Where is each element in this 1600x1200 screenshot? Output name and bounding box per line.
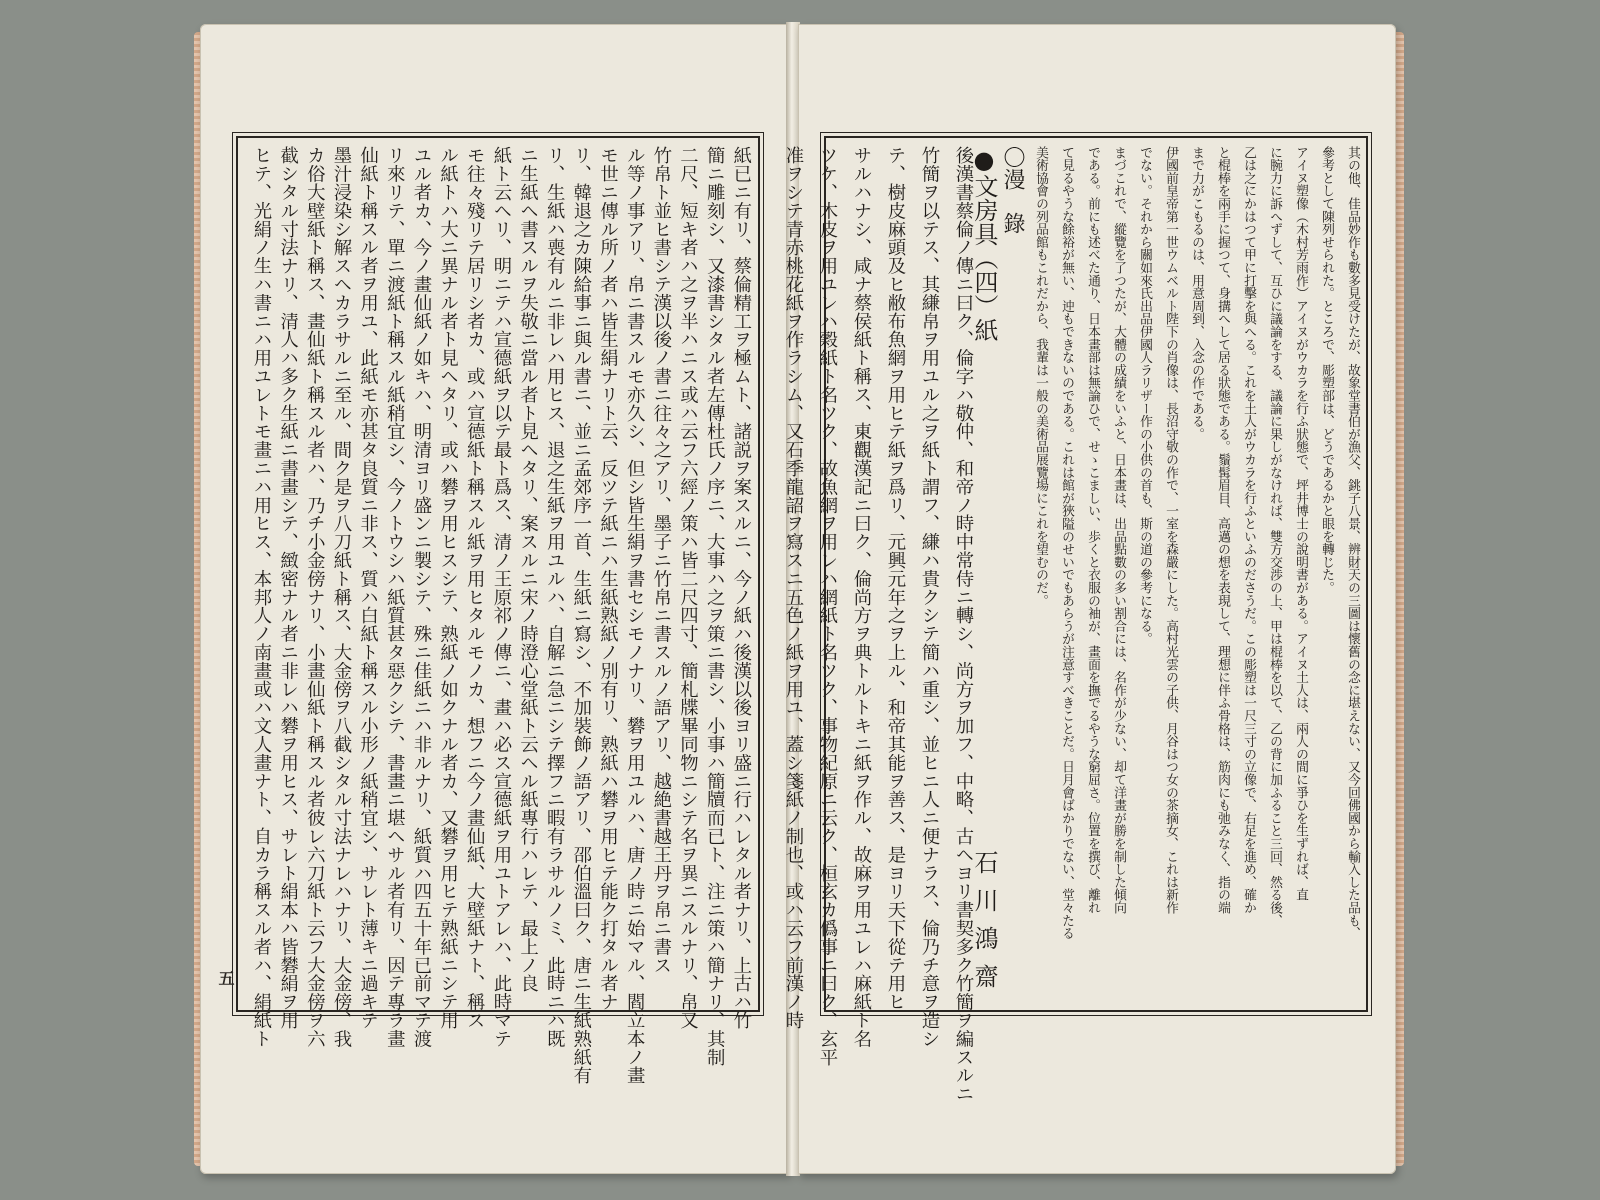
open-book [200,14,1400,1184]
text-column: 乙は之にかはつて甲に打擊を與へる。これを土人がウカラを行ふといふのださうだ。この彫塑は一尺三寸の立像で、右足を進め、確か [1241,146,1256,914]
text-column: 後漢書蔡倫ノ傳ニ曰ク、倫字ハ敬仲、和帝ノ時中常侍ニ轉シ、尚方ヲ加フ、中略、古ヘヨリ書契多ク竹簡ヲ編スルニ [953,146,974,1103]
left-text-frame [236,136,760,1085]
text-column: 參考として陳列せられた。ところで、彫塑部は、どうであるかと眼を轉じた。 [1319,146,1334,594]
text-column: まで力がこもるのは、用意周到、入念の作である。 [1189,146,1204,441]
right-text-columns [783,146,1360,1103]
text-column: 准ヲシテ青赤桃花紙ヲ作ラシム、又石季龍詔ヲ寫スニ五色ノ紙ヲ用ユ、蓋シ箋紙ノ制也、或ハ云フ前漢ノ時 [783,146,804,1030]
text-column: カ俗大壁紙ト稱ス、畫仙紙ト稱スル者ハ、乃チ小金傍ナリ、小畫仙紙ト稱スル者彼レ六刀紙ト云フ大金傍ヲ六 [304,146,326,1048]
text-column: テ、樹皮麻頭及ヒ敝布魚網ヲ用ヒテ紙ヲ爲リ、元興元年之ヲ上ル、和帝其能ヲ善ス、是ヨリ天下從テ用ヒ [885,146,906,1011]
text-column: 墨汁浸染シ解スヘカラサルニ至ル、間ク是ヲ八刀紙ト稱ス、大金傍ヲ八截シタル寸法ナレハナリ、大金傍、我 [330,146,352,1048]
page-number: 五 [216,970,235,986]
text-column: アイヌ塑像（木村芳雨作）アイヌがウカラを行ふ狀態で、坪井博士の說明書がある。アイヌ土人は、兩人の間に爭ひを生ずれば、直 [1293,146,1308,902]
text-column: まづこれで、縱覽を了つたが、大體の成績をいふと、日本畫は、出品點數の多い割合には、名作が少ない、却て洋畫が勝を制した傾向 [1111,146,1126,914]
text-column: リ來リテ、單ニ渡紙ト稱スル紙稍宜シ、今ノトウシハ紙質甚タ惡クシテ、書畫ニ堪ヘサル者有リ、因テ專ラ畫 [384,146,406,1048]
text-column: でない。それから關如來氏出品伊國人ラリザー作の小供の首も、斯の道の參考になる。 [1137,146,1152,646]
page-edge-right [1396,32,1404,1166]
text-column: 竹簡ヲ以テス、其縑帛ヲ用ユル之ヲ紙ト謂フ、縑ハ貴クシテ簡ハ重シ、並ヒニ人ニ便ナラス、倫乃チ意ヲ造シ [919,146,940,1048]
text-column: 竹帛ト並ヒ書シテ漢以後ノ書ニ往々之アリ、墨子ニ竹帛ニ書スルノ語アリ、越絶書越王丹ヲ帛ニ書ス [650,146,672,974]
text-column: ニ生紙ヘ書スルヲ失敬ニ當ル者ト見ヘタリ、案スルニ宋ノ時澄心堂紙ト云ヘル紙專行ハレテ、最上ノ良 [517,146,539,993]
essay-columns [1028,146,1358,1002]
article-title: ●文房具（四）紙 [970,146,998,342]
text-column: リ、生紙ハ喪有ルニ非レハ用ヒス、退之生紙ヲ用ユルハ、自解ニ急ニシテ擇フニ暇有ラサルノミ、此時ニハ既 [544,146,566,1048]
text-column: て見るやうな餘裕が無い、迚もできないのである。これは館が狹隘のせいでもあらうが注意すべきことだ。日月會ばかりでない、堂々たる [1059,146,1074,940]
text-column: 二尺、短キ者ハ之ヲ半ハニス或ハ云フ六經ノ策ハ皆二尺四寸、簡札牒畢同物ニシテ名ヲ異ニスルナリ、帛又 [677,146,699,1030]
text-column: に腕力に訴へずして、互ひに議論をする、議論に果しがなければ、雙方交渉の上、甲は棍棒を以て、乙の背に加ふること三回、然る後、 [1267,146,1282,927]
text-column: ル等ノ事アリ、帛ニ書スルモ亦久シ、但シ皆生絹ヲ書セシモノナリ、礬ヲ用ユルハ、唐ノ時ニ始マル、閻立本ノ畫 [624,146,646,1085]
text-column: と棍棒を兩手に握つて、身搆へして居る狀態である。鬚髯眉目、高邁の想を表現して、理想に伴ふ骨格は、筋肉にも弛みなく、指の端 [1215,146,1230,914]
section-mark-text: 〇漫 錄 [1000,146,1025,234]
left-page [200,24,790,1174]
right-text-frame [783,136,1368,1103]
text-column: 紙ト云ヘリ、明ニテハ宣德紙ヲ以テ最ト爲ス、清ノ王原祁ノ傳ニ、畫ハ必ス宣德紙ヲ用ユトアレハ、此時マテ [490,146,512,1048]
text-column: ヒテ、光絹ノ生ハ書ニハ用ユレトモ畫ニハ用ヒス、本邦人ノ南畫或ハ文人畫ナト、自カラ稱スル者ハ、絹紙ト [251,146,272,1048]
text-column: リ、韓退之カ陳給事ニ與ル書ニ、並ニ孟郊序一首、生紙ニ寫シ、不加裝飾ノ語アリ、邵伯溫曰ク、唐ニ生紙熟紙有 [570,146,592,1085]
text-column: である。前にも述べた通り、日本畫部は無論ひで、せゝこましい、歩くと衣服の袖が、畫面を撫でるやうな窮屈さ。位置を撰び、離れ [1085,146,1100,914]
text-column: 其の他、佳品妙作も數多見受けたが、故象堂書伯が漁父、銚子八景、辨財天の三圖は懷舊の念に堪えない、又今回佛國から輸入した品も、 [1345,146,1360,940]
article-author: 石川鴻齋 [970,850,998,1002]
text-column: 紙已ニ有リ、蔡倫精工ヲ極ムト、諸説ヲ案スルニ、今ノ紙ハ後漢以後ヨリ盛ニ行ハレタル者ナリ、上古ハ竹 [730,146,752,1030]
text-column: サルハナシ、咸ナ蔡侯紙ト稱ス、東觀漢記ニ曰ク、倫尚方ヲ典トルトキニ紙ヲ作ル、故麻ヲ用ユレハ麻紙ト名 [851,146,872,1048]
text-column: ル紙トハ大ニ異ナル者ト見ヘタリ、或ハ礬ヲ用ヒスシテ、熟紙ノ如クナル者カ、又礬ヲ用ヒテ熟紙ニシテ用 [437,146,459,1030]
text-column: ユル者カ、今ノ畫仙紙ノ如キハ、明清ヨリ盛ンニ製シテ、殊ニ佳紙ニハ非ルナリ、紙質ハ四五十年已前マテ渡 [410,146,432,1048]
article-body-columns [778,146,974,1103]
text-column: 伊國前皇帝第一世ウムベルト陛下の肖像は、長沼守敬の作で、一室を森嚴にした。高村光雲の子供、月谷はつ女の茶摘女、これは新作 [1163,146,1178,914]
text-column: 美術協會の列品館もこれだから、我輩は一般の美術品展覽場にこれを望むのだ。 [1033,146,1048,607]
section-mark [1002,146,1028,1002]
right-page [783,24,1396,1174]
text-column: 仙紙ト稱スル者ヲ用ユ、此紙モ亦甚タ良質ニ非ス、質ハ白紙ト稱スル小形ノ紙稍宜シ、サレト薄キニ過キテ [357,146,379,1030]
left-text-columns [246,146,752,1085]
text-column: モ往々殘リテ居リシ者カ、或ハ宣德紙ト稱スル紙ヲ用ヒタルモノカ、想フニ今ノ畫仙紙、大壁紙ナト、稱ス [464,146,486,1030]
text-column: モ世ニ傳ル所ノ者ハ皆生絹ナリト云、反ツテ紙ニハ生紙熟紙ノ別有リ、熟紙ハ礬ヲ用ヒテ能ク打タル者ナ [597,146,619,1011]
text-column: 簡ニ雕刻シ、又漆書シタル者左傳杜氏ノ序ニ、大事ハ之ヲ策ニ書シ、小事ハ簡牘而已ト、注ニ策ハ簡ナリ、其制 [704,146,726,1066]
text-column: ツケ、木皮ヲ用ユレハ穀紙ト名ツク、故魚網ヲ用レハ網紙ト名ツク、事物紀原ニ云ク、桓玄カ僞事ニ曰ク、玄平 [817,146,838,1066]
text-column: 截シタル寸法ナリ、清人ハ多ク生紙ニ書畫シテ、緻密ナル者ニ非レハ礬ヲ用ヒス、サレト絹本ハ皆礬絹ヲ用 [277,146,299,1030]
